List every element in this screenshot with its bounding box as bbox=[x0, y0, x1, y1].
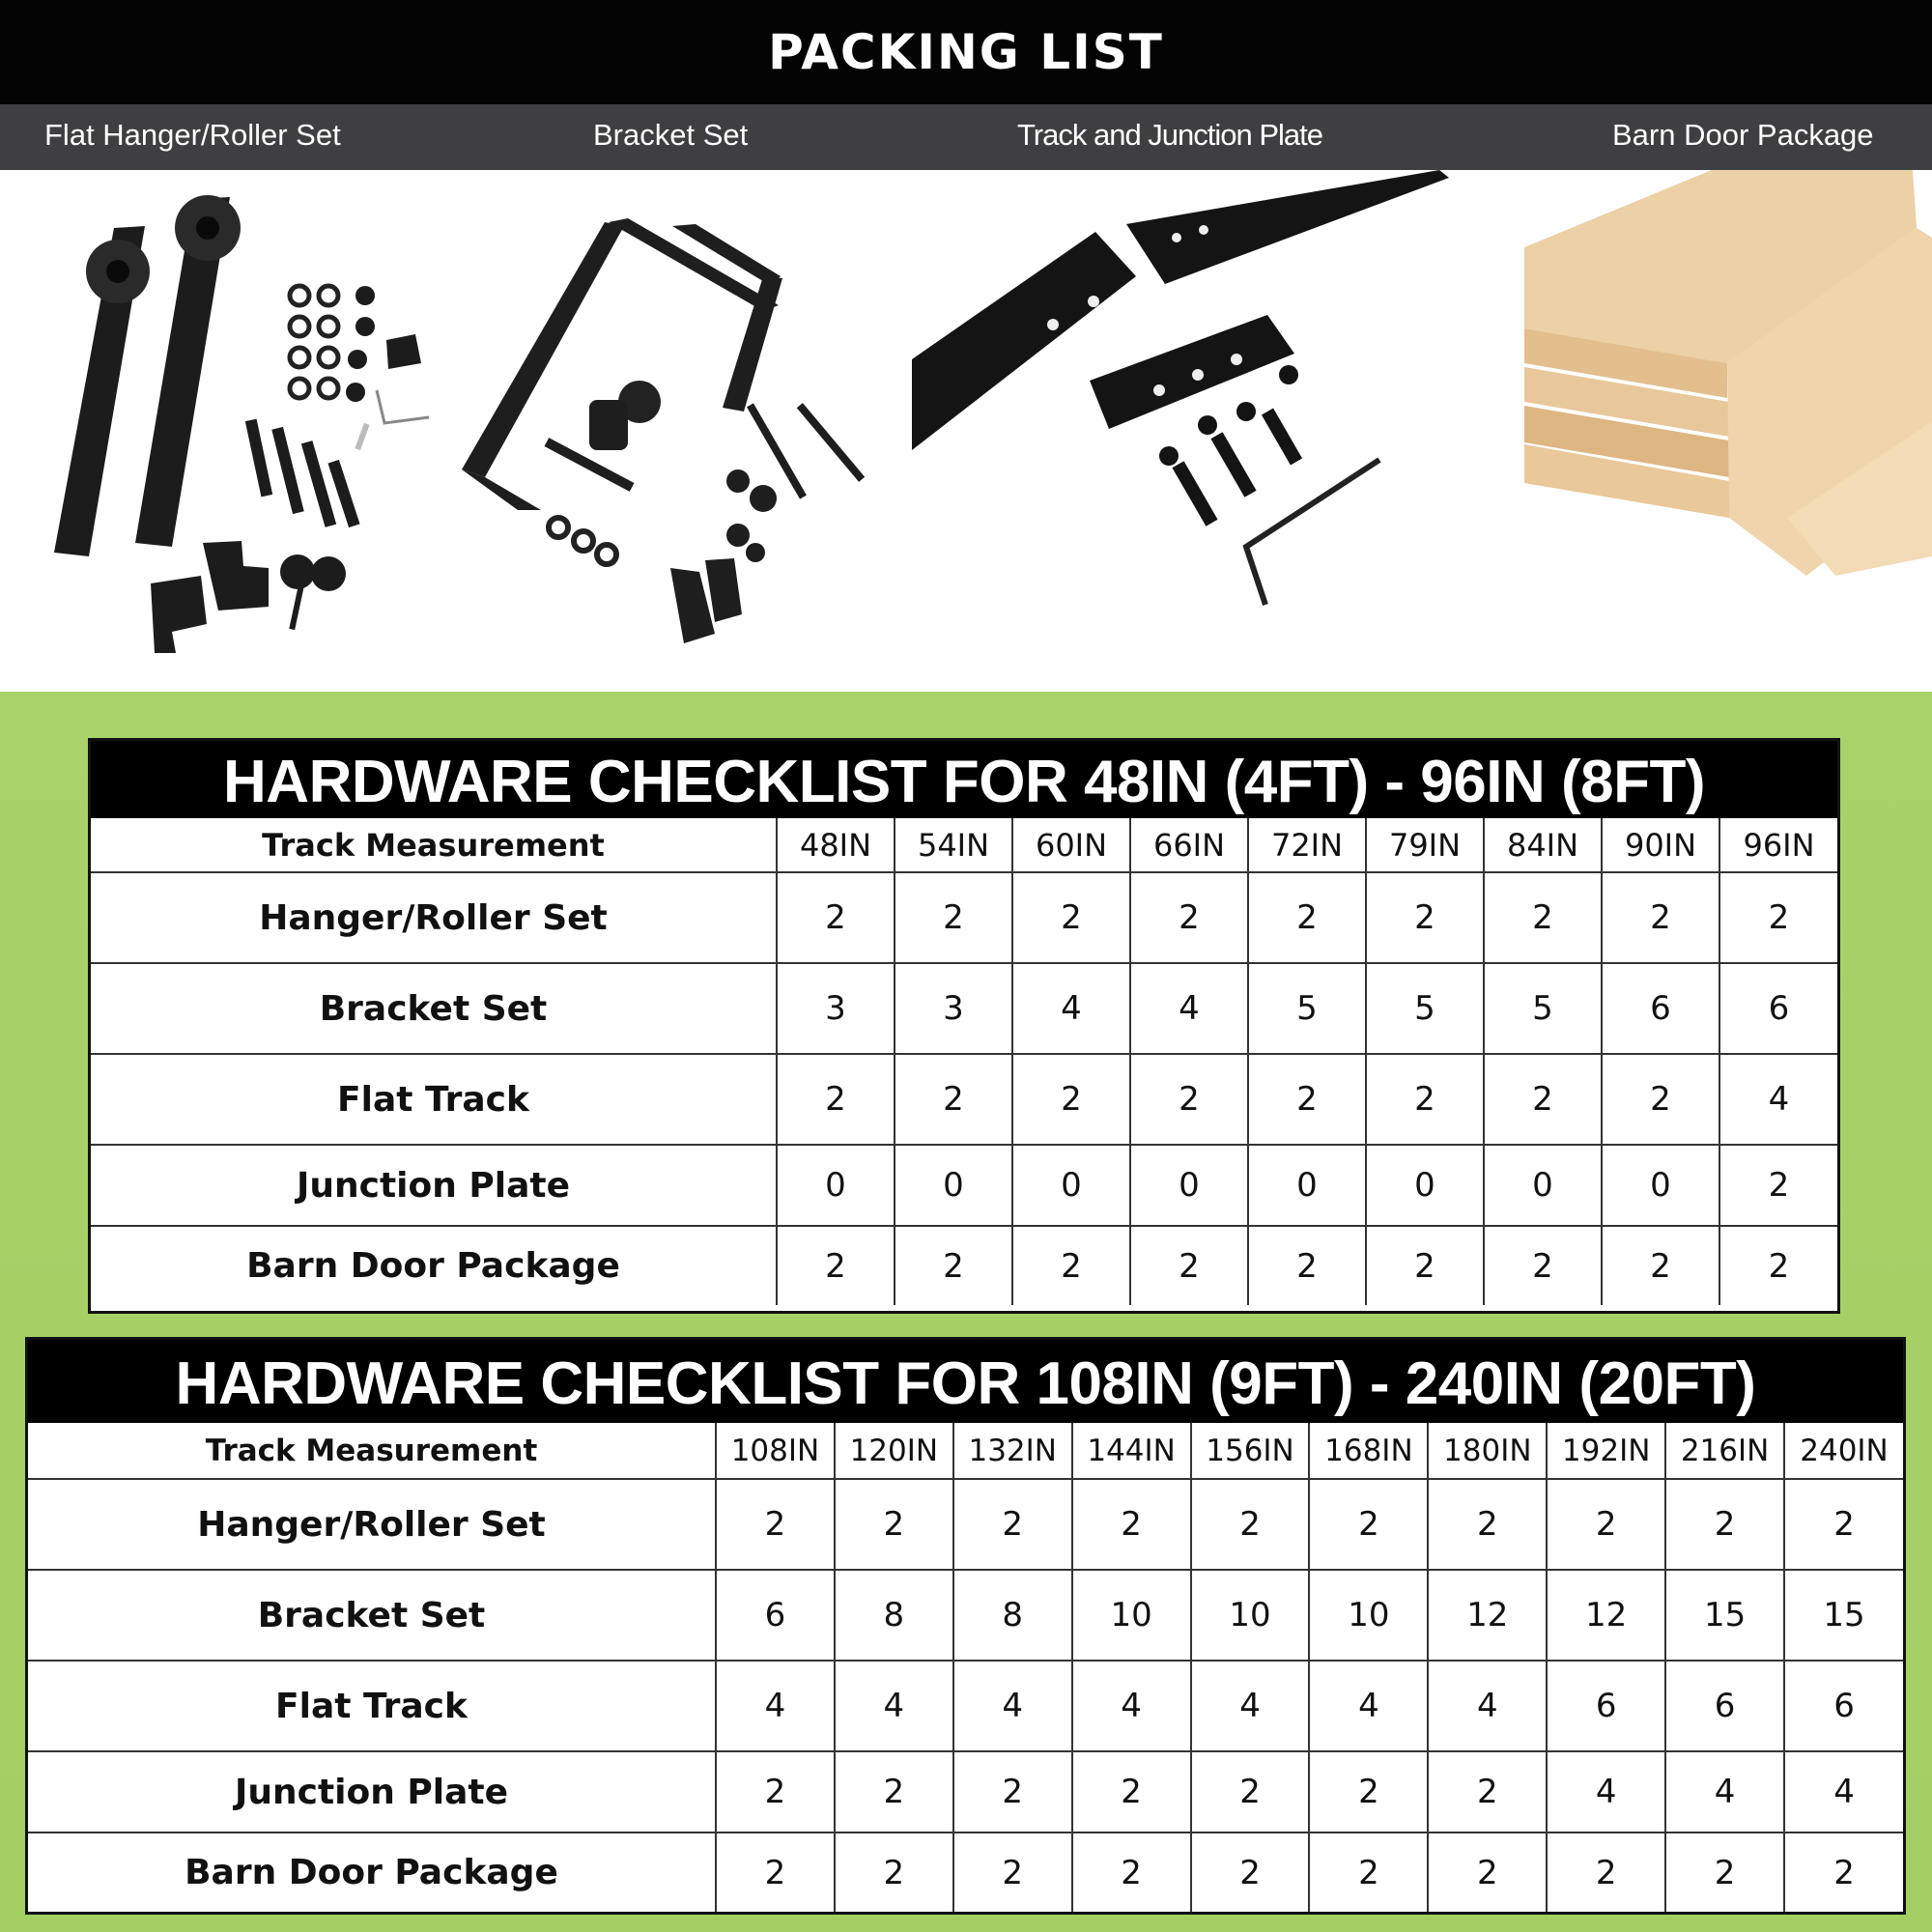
table-cell: 6 bbox=[1602, 963, 1719, 1054]
checklist-table bbox=[91, 818, 1837, 1305]
size-header: 180IN bbox=[1428, 1423, 1547, 1479]
barn-door-package-image bbox=[1524, 170, 1932, 576]
table-cell: 8 bbox=[835, 1570, 953, 1661]
table-cell: 10 bbox=[1309, 1570, 1428, 1661]
table-cell: 0 bbox=[1366, 1145, 1484, 1226]
table-cell: 2 bbox=[1602, 1226, 1719, 1305]
checklist-title: HARDWARE CHECKLIST FOR 108IN (9FT) - 240IN (20FT) bbox=[28, 1340, 1903, 1423]
table-cell: 5 bbox=[1366, 963, 1484, 1054]
size-header: 144IN bbox=[1072, 1423, 1191, 1479]
size-header: 48IN bbox=[777, 818, 895, 872]
category-label-track: Track and Junction Plate bbox=[1017, 118, 1323, 152]
table-cell: 2 bbox=[895, 1226, 1012, 1305]
category-label-bracket: Bracket Set bbox=[593, 118, 749, 152]
table-cell: 2 bbox=[1784, 1833, 1903, 1912]
table-cell: 6 bbox=[1784, 1661, 1903, 1751]
table-cell: 2 bbox=[1602, 1054, 1719, 1145]
table-cell: 2 bbox=[1072, 1751, 1191, 1833]
table-cell: 0 bbox=[895, 1145, 1012, 1226]
table-cell: 15 bbox=[1665, 1570, 1784, 1661]
table-cell: 2 bbox=[1665, 1833, 1784, 1912]
table-cell: 12 bbox=[1547, 1570, 1665, 1661]
table-cell: 2 bbox=[953, 1751, 1072, 1833]
table-cell: 5 bbox=[1484, 963, 1602, 1054]
table-cell: 2 bbox=[1719, 1226, 1837, 1305]
row-label: Flat Track bbox=[28, 1661, 716, 1751]
hanger-roller-set-image bbox=[54, 195, 429, 653]
table-cell: 2 bbox=[1428, 1479, 1547, 1570]
row-label: Barn Door Package bbox=[91, 1226, 777, 1305]
table-cell: 2 bbox=[1784, 1479, 1903, 1570]
table-cell: 2 bbox=[1191, 1751, 1310, 1833]
table-cell: 2 bbox=[1366, 1054, 1484, 1145]
table-header-row bbox=[91, 818, 1837, 872]
table-cell: 2 bbox=[835, 1479, 953, 1570]
table-header-row bbox=[28, 1423, 1903, 1479]
table-cell: 2 bbox=[1719, 872, 1837, 963]
table-cell: 2 bbox=[1547, 1479, 1665, 1570]
table-cell: 2 bbox=[1309, 1479, 1428, 1570]
checklist-title: HARDWARE CHECKLIST FOR 48IN (4FT) - 96IN (8FT) bbox=[91, 741, 1837, 818]
table-cell: 2 bbox=[1130, 1226, 1248, 1305]
bracket-set-image bbox=[462, 218, 865, 643]
table-cell: 5 bbox=[1248, 963, 1366, 1054]
size-header: 96IN bbox=[1719, 818, 1837, 872]
table-cell: 2 bbox=[1719, 1145, 1837, 1226]
table-cell: 2 bbox=[1309, 1833, 1428, 1912]
table-cell: 2 bbox=[1248, 872, 1366, 963]
table-cell: 2 bbox=[1602, 872, 1719, 963]
size-header: 192IN bbox=[1547, 1423, 1665, 1479]
table-cell: 4 bbox=[1309, 1661, 1428, 1751]
table-cell: 15 bbox=[1784, 1570, 1903, 1661]
table-cell: 12 bbox=[1428, 1570, 1547, 1661]
table-cell: 2 bbox=[1012, 872, 1130, 963]
table-cell: 4 bbox=[1012, 963, 1130, 1054]
table-cell: 6 bbox=[1719, 963, 1837, 1054]
table-cell: 2 bbox=[1191, 1479, 1310, 1570]
size-header: 60IN bbox=[1012, 818, 1130, 872]
hardware-checklist-4ft-8ft bbox=[88, 738, 1840, 1314]
row-label: Junction Plate bbox=[28, 1751, 716, 1833]
table-row bbox=[28, 1833, 1903, 1912]
size-header: 54IN bbox=[895, 818, 1012, 872]
table-row bbox=[28, 1661, 1903, 1751]
table-cell: 2 bbox=[1072, 1479, 1191, 1570]
table-cell: 2 bbox=[1130, 1054, 1248, 1145]
table-cell: 6 bbox=[1547, 1661, 1665, 1751]
table-cell: 2 bbox=[895, 872, 1012, 963]
table-cell: 2 bbox=[1191, 1833, 1310, 1912]
table-cell: 2 bbox=[1484, 872, 1602, 963]
table-cell: 4 bbox=[1719, 1054, 1837, 1145]
category-label-door: Barn Door Package bbox=[1612, 118, 1874, 152]
table-cell: 0 bbox=[777, 1145, 895, 1226]
table-row bbox=[91, 1226, 1837, 1305]
table-cell: 2 bbox=[895, 1054, 1012, 1145]
table-row bbox=[28, 1570, 1903, 1661]
table-cell: 0 bbox=[1248, 1145, 1366, 1226]
table-cell: 3 bbox=[777, 963, 895, 1054]
table-row bbox=[28, 1751, 1903, 1833]
table-cell: 3 bbox=[895, 963, 1012, 1054]
table-cell: 2 bbox=[1012, 1054, 1130, 1145]
table-cell: 2 bbox=[835, 1833, 953, 1912]
table-cell: 2 bbox=[1428, 1751, 1547, 1833]
size-header: 90IN bbox=[1602, 818, 1719, 872]
row-label: Flat Track bbox=[91, 1054, 777, 1145]
table-cell: 2 bbox=[716, 1751, 835, 1833]
checklist-table bbox=[28, 1423, 1903, 1912]
size-header: 240IN bbox=[1784, 1423, 1903, 1479]
table-cell: 2 bbox=[1366, 872, 1484, 963]
table-cell: 2 bbox=[1248, 1226, 1366, 1305]
category-label-hanger: Flat Hanger/Roller Set bbox=[44, 118, 341, 152]
row-label: Bracket Set bbox=[28, 1570, 716, 1661]
table-cell: 4 bbox=[1428, 1661, 1547, 1751]
table-cell: 2 bbox=[1072, 1833, 1191, 1912]
size-header: 156IN bbox=[1191, 1423, 1310, 1479]
table-row bbox=[91, 963, 1837, 1054]
table-cell: 2 bbox=[1484, 1226, 1602, 1305]
table-cell: 2 bbox=[953, 1833, 1072, 1912]
row-label: Hanger/Roller Set bbox=[28, 1479, 716, 1570]
size-header: 66IN bbox=[1130, 818, 1248, 872]
size-header: 132IN bbox=[953, 1423, 1072, 1479]
table-cell: 4 bbox=[716, 1661, 835, 1751]
track-measurement-header: Track Measurement bbox=[91, 818, 777, 872]
table-cell: 4 bbox=[1547, 1751, 1665, 1833]
table-cell: 0 bbox=[1130, 1145, 1248, 1226]
table-cell: 2 bbox=[1248, 1054, 1366, 1145]
table-cell: 6 bbox=[716, 1570, 835, 1661]
table-cell: 4 bbox=[1784, 1751, 1903, 1833]
table-cell: 2 bbox=[1428, 1833, 1547, 1912]
size-header: 79IN bbox=[1366, 818, 1484, 872]
track-junction-plate-image bbox=[912, 170, 1449, 605]
table-cell: 2 bbox=[716, 1833, 835, 1912]
product-illustrations bbox=[0, 170, 1932, 692]
row-label: Barn Door Package bbox=[28, 1833, 716, 1912]
table-cell: 4 bbox=[1130, 963, 1248, 1054]
size-header: 108IN bbox=[716, 1423, 835, 1479]
table-cell: 2 bbox=[1366, 1226, 1484, 1305]
row-label: Bracket Set bbox=[91, 963, 777, 1054]
table-cell: 10 bbox=[1072, 1570, 1191, 1661]
table-cell: 2 bbox=[1130, 872, 1248, 963]
table-cell: 2 bbox=[777, 1226, 895, 1305]
table-cell: 0 bbox=[1484, 1145, 1602, 1226]
size-header: 168IN bbox=[1309, 1423, 1428, 1479]
category-bar bbox=[0, 104, 1932, 170]
size-header: 84IN bbox=[1484, 818, 1602, 872]
table-cell: 2 bbox=[1012, 1226, 1130, 1305]
table-row bbox=[91, 1054, 1837, 1145]
table-cell: 2 bbox=[1665, 1479, 1784, 1570]
track-measurement-header: Track Measurement bbox=[28, 1423, 716, 1479]
table-cell: 4 bbox=[1191, 1661, 1310, 1751]
table-row bbox=[91, 1145, 1837, 1226]
table-cell: 2 bbox=[953, 1479, 1072, 1570]
table-cell: 6 bbox=[1665, 1661, 1784, 1751]
table-cell: 2 bbox=[716, 1479, 835, 1570]
size-header: 72IN bbox=[1248, 818, 1366, 872]
table-cell: 2 bbox=[777, 1054, 895, 1145]
table-cell: 4 bbox=[1072, 1661, 1191, 1751]
table-cell: 4 bbox=[1665, 1751, 1784, 1833]
table-cell: 2 bbox=[1484, 1054, 1602, 1145]
product-photos bbox=[0, 170, 1932, 692]
hardware-checklist-9ft-20ft bbox=[25, 1337, 1906, 1915]
table-cell: 2 bbox=[1547, 1833, 1665, 1912]
packing-list-header bbox=[0, 0, 1932, 104]
size-header: 216IN bbox=[1665, 1423, 1784, 1479]
table-cell: 10 bbox=[1191, 1570, 1310, 1661]
table-cell: 0 bbox=[1602, 1145, 1719, 1226]
table-cell: 2 bbox=[777, 872, 895, 963]
table-cell: 2 bbox=[835, 1751, 953, 1833]
table-cell: 4 bbox=[953, 1661, 1072, 1751]
table-row bbox=[28, 1479, 1903, 1570]
row-label: Junction Plate bbox=[91, 1145, 777, 1226]
table-cell: 8 bbox=[953, 1570, 1072, 1661]
page-title: PACKING LIST bbox=[768, 24, 1164, 80]
size-header: 120IN bbox=[835, 1423, 953, 1479]
table-row bbox=[91, 872, 1837, 963]
table-cell: 2 bbox=[1309, 1751, 1428, 1833]
table-cell: 4 bbox=[835, 1661, 953, 1751]
table-cell: 0 bbox=[1012, 1145, 1130, 1226]
row-label: Hanger/Roller Set bbox=[91, 872, 777, 963]
